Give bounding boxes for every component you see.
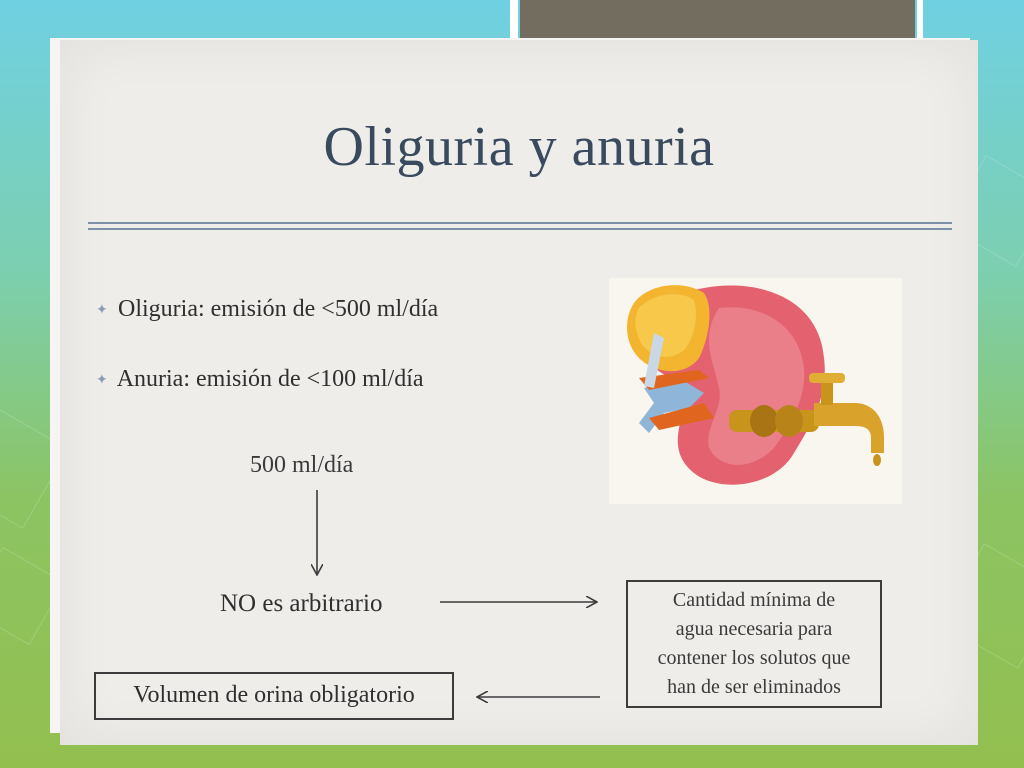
bullet-icon: ✦ xyxy=(96,302,108,318)
result-label: Volumen de orina obligatorio xyxy=(133,682,415,708)
top-bar-divider xyxy=(917,0,923,40)
flow-start-label: 500 ml/día xyxy=(250,452,354,478)
slide-title: Oliguria y anuria xyxy=(323,116,715,178)
top-accent-bar xyxy=(520,0,915,40)
slide xyxy=(60,40,978,745)
flow-arrows xyxy=(60,40,978,745)
definition-line: contener los solutos que xyxy=(657,647,851,669)
definition-line: agua necesaria para xyxy=(675,618,833,640)
bullet-text: Anuria: emisión de <100 ml/día xyxy=(116,366,424,392)
definition-line: han de ser eliminados xyxy=(667,676,841,698)
bullet-text: Oliguria: emisión de <500 ml/día xyxy=(118,296,439,322)
bullet-icon: ✦ xyxy=(96,372,108,388)
flow-middle-label: NO es arbitrario xyxy=(220,590,383,617)
definition-line: Cantidad mínima de xyxy=(672,589,836,611)
top-bar-divider xyxy=(510,0,518,40)
